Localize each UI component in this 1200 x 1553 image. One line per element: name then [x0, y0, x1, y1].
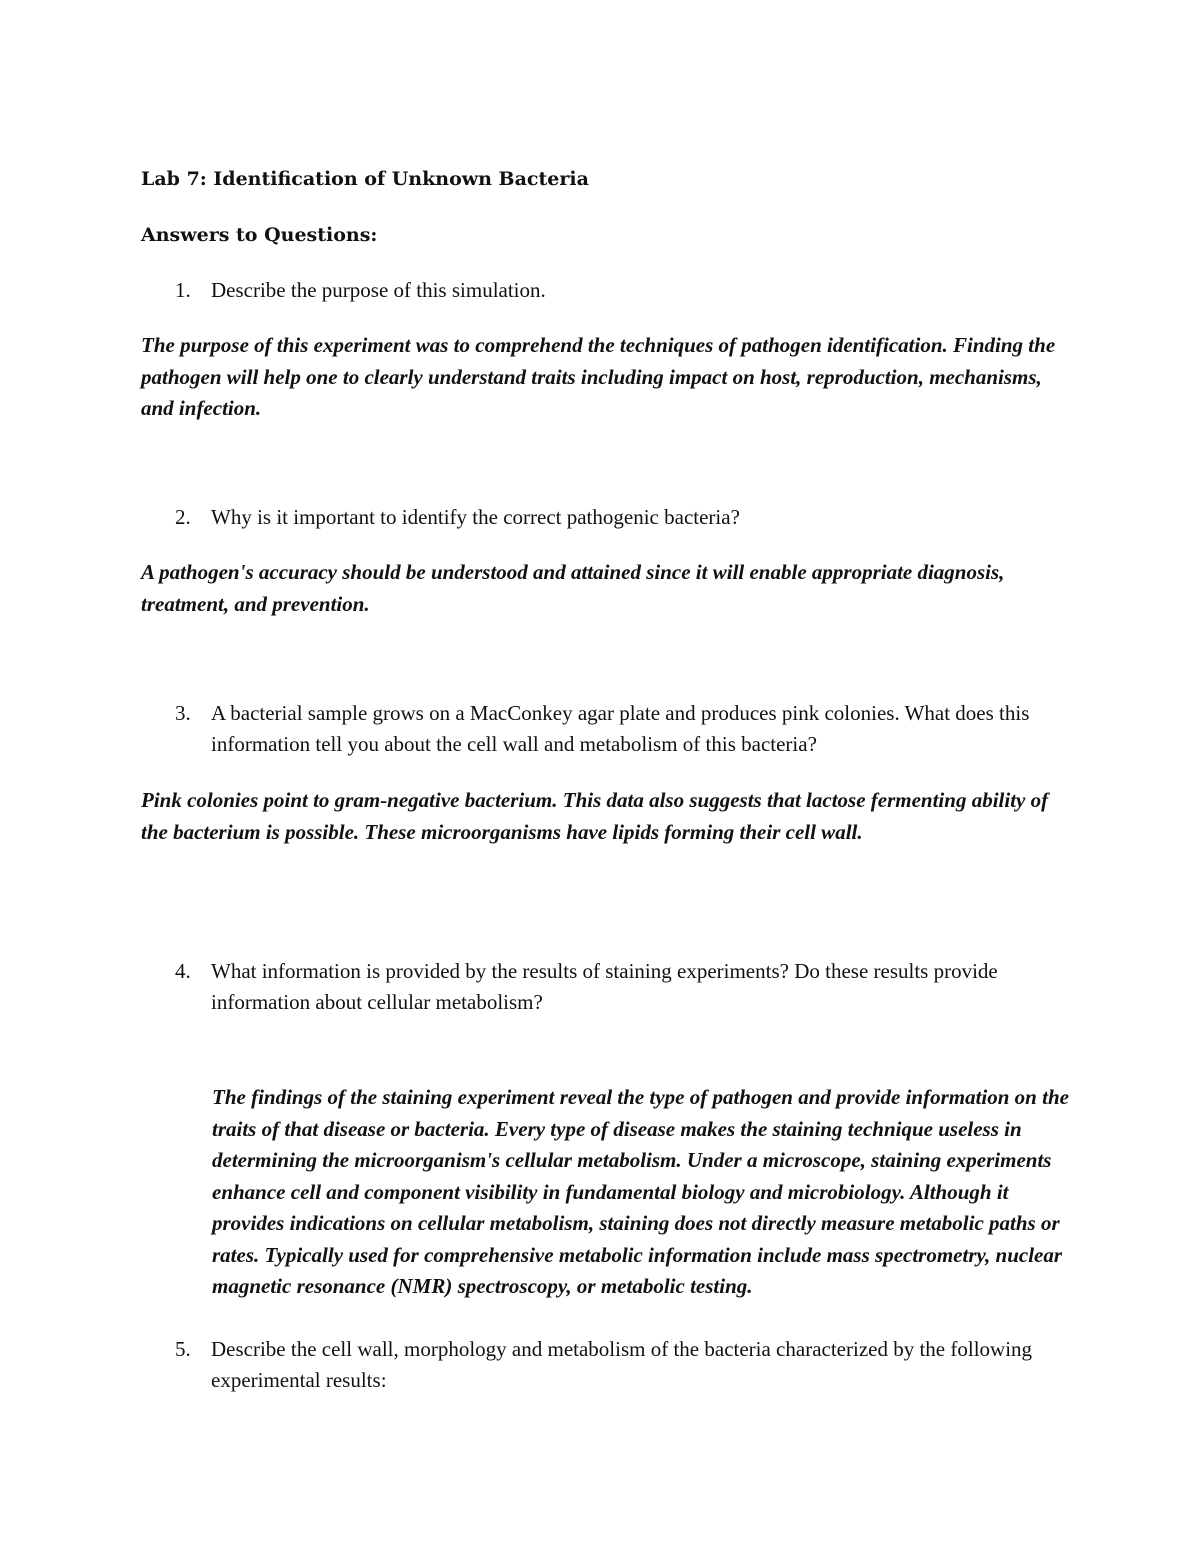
question-text: A bacterial sample grows on a MacConkey agar plate and produces pink colonies. What does this information tell you about the cell wall and metabolism of this bacteria?: [211, 701, 1030, 756]
question-4: [141, 956, 1061, 1018]
answer-1: The purpose of this experiment was to comprehend the techniques of pathogen identification. Finding the pathogen will help one to clearly understand traits including impact on host, reproduction, mechanisms, and infection.: [141, 333, 1056, 420]
question-number: 2.: [175, 505, 191, 529]
question-5: [141, 1334, 1061, 1396]
question-number: 3.: [175, 701, 191, 725]
question-text: What information is provided by the results of staining experiments? Do these results provide information about cellular metabolism?: [211, 959, 998, 1014]
answer-3: Pink colonies point to gram-negative bacterium. This data also suggests that lactose fermenting ability of the bacterium is possible. These microorganisms have lipids forming their cell wall.: [141, 788, 1049, 844]
question-number: 5.: [175, 1337, 191, 1361]
section-heading: Answers to Questions:: [141, 224, 378, 246]
question-3: [141, 698, 1061, 760]
question-number: 1.: [175, 278, 191, 302]
question-number: 4.: [175, 959, 191, 983]
question-1: [141, 275, 1061, 306]
answer-4: The findings of the staining experiment reveal the type of pathogen and provide information on the traits of that disease or bacteria. Every type of disease makes the staining technique useless in determining the microorganism's cellular metabolism. Under a microscope, staining experiments enhance cell and component visibility in fundamental biology and microbiology. Although it provides indications on cellular metabolism, staining does not directly measure metabolic paths or rates. Typically used for comprehensive metabolic information include mass spectrometry, nuclear magnetic resonance (NMR) spectroscopy, or metabolic testing.: [212, 1085, 1069, 1298]
question-text: Describe the purpose of this simulation.: [211, 278, 546, 302]
document-title: Lab 7: Identification of Unknown Bacteria: [141, 168, 589, 190]
question-text: Describe the cell wall, morphology and metabolism of the bacteria characterized by the following experimental results:: [211, 1337, 1033, 1392]
question-2: [141, 502, 1061, 533]
answer-2: A pathogen's accuracy should be understood and attained since it will enable appropriate diagnosis, treatment, and prevention.: [141, 560, 1005, 616]
question-text: Why is it important to identify the correct pathogenic bacteria?: [211, 505, 740, 529]
